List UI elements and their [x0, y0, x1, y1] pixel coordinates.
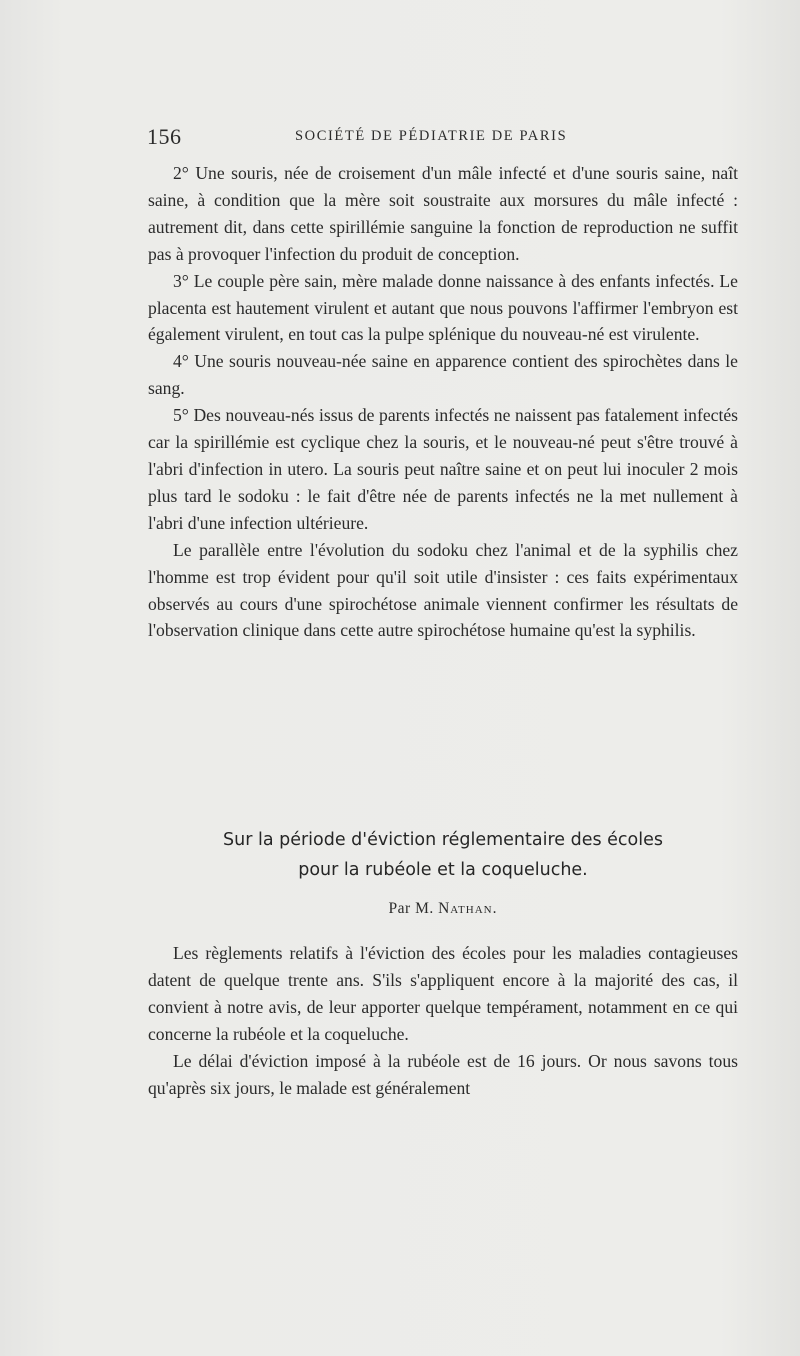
paragraph-conclusion: Le parallèle entre l'évolution du sodoku chez l'animal et de la syphilis chez l'homme est trop évident pour qu'il soit utile d'insister : ces faits expérimentaux observés au cours d'une spirochétose animale viennent confirmer les résultats de l'observation clinique dans cette autre spirochétose humaine qu'est la syphilis.	[148, 539, 738, 641]
author-name: Nathan.	[438, 900, 498, 917]
paragraph-regulations: Les règlements relatifs à l'éviction des écoles pour les maladies contagieuses datent de quelque trente ans. S'ils s'appliquent encore à la majorité des cas, il convient à notre avis, de leur apporter quelque tempérament, notamment en ce qui concerne la rubéole et la coqueluche.	[148, 943, 738, 1044]
article-title-line-2: pour la rubéole et la coqueluche.	[298, 860, 588, 880]
page-header	[147, 124, 737, 152]
paragraph-item-2: 2° Une souris, née de croisement d'un mâle infecté et d'une souris saine, naît saine, à condition que la mère soit soustraite aux morsures du mâle infecté : autrement dit, dans cette spirillémie sanguine la fonction de reproduction ne suffit pas à provoquer l'infection du produit de conception.	[148, 163, 738, 264]
article-title-line-1: Sur la période d'éviction réglementaire des écoles	[223, 830, 663, 850]
paragraph-item-5: 5° Des nouveau-nés issus de parents infectés ne naissent pas fatalement infectés car la spirillémie est cyclique chez la souris, et le nouveau-né peut s'être trouvé à l'abri d'infection in utero. La souris peut naître saine et on peut lui inoculer 2 mois plus tard le sodoku : le fait d'être née de parents infectés ne la met nullement à l'abri d'une infection ultérieure.	[148, 405, 738, 533]
paragraph-rubeola-delay: Le délai d'éviction imposé à la rubéole est de 16 jours. Or nous savons tous qu'après six jours, le malade est généralement	[148, 1050, 738, 1098]
paragraph-item-3: 3° Le couple père sain, mère malade donne naissance à des enfants infectés. Le placenta est hautement virulent et autant que nous pouvons l'affirmer l'embryon est également virulent, en tout cas la pulpe splénique du nouveau-né est virulente.	[148, 270, 738, 345]
section-1-body	[148, 160, 738, 644]
article-byline	[148, 900, 738, 918]
byline-prefix: Par M.	[388, 900, 434, 917]
article-title	[148, 825, 738, 885]
running-head: SOCIÉTÉ DE PÉDIATRIE DE PARIS	[295, 128, 568, 144]
paragraph-item-4: 4° Une souris nouveau-née saine en apparence contient des spirochètes dans le sang.	[148, 351, 738, 399]
section-2-body	[148, 940, 738, 1101]
page-number: 156	[147, 124, 182, 149]
